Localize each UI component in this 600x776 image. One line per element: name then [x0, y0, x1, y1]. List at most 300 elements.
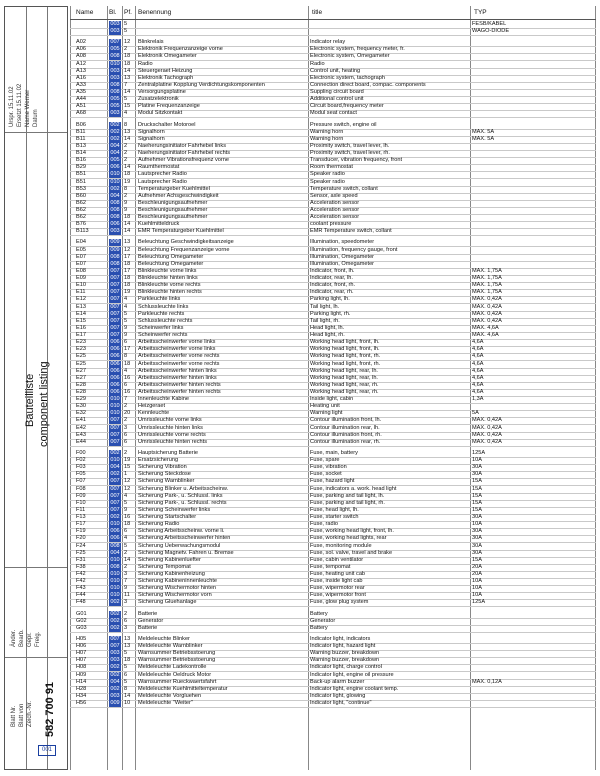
english-title: Generator — [310, 617, 336, 624]
sheet-ref: 010 — [110, 410, 120, 417]
header-typ: TYP — [474, 9, 487, 16]
path-ref: 7 — [124, 578, 128, 585]
english-title: Warning light — [310, 410, 343, 417]
component-id: F19 — [76, 528, 86, 535]
type-rating: 15A — [472, 556, 482, 563]
path-ref: 6 — [124, 438, 128, 445]
english-title: Indicator light, "continue" — [310, 700, 372, 707]
english-title: Electronic system, Omegameter — [310, 53, 390, 60]
english-title: Fuse, cabin ventilator — [310, 556, 364, 563]
sheet-ref: 007 — [110, 499, 120, 506]
sheet-ref: 010 — [110, 396, 120, 403]
sheet-ref: 002 — [110, 128, 120, 135]
path-ref: 5 — [124, 650, 128, 657]
german-name: Zusatzelektronik — [138, 96, 179, 103]
path-ref: 13 — [124, 635, 131, 642]
component-id: F24 — [76, 542, 86, 549]
german-name: Kennleuchte — [138, 410, 170, 417]
german-name: Sicherung Gluehanlage — [138, 599, 197, 606]
type-rating: MAX. 0,42A — [472, 438, 502, 445]
german-name: Temperaturgeber Kuehlmittel — [138, 185, 210, 192]
german-name: Sicherung Arbeitsscheinwerfer hinten — [138, 535, 231, 542]
german-name: Hauptsicherung Batterie — [138, 449, 199, 456]
type-rating: 125A — [472, 599, 486, 606]
english-title: Fuse, tempomat — [310, 563, 351, 570]
path-ref: 5 — [124, 317, 128, 324]
english-title: Indicator light, engine coolant temp. — [310, 685, 399, 692]
sheet-ref: 010 — [110, 60, 120, 67]
path-ref: 12 — [124, 246, 131, 253]
path-ref: 9 — [124, 324, 128, 331]
type-rating: 30A — [472, 528, 482, 535]
german-name: Raumthermostat — [138, 164, 180, 171]
path-ref: 4 — [124, 492, 128, 499]
german-name: Arbeitsscheinwerfer vorne rechts — [138, 360, 220, 367]
tb-text-blatt-nr: Blatt Nr. — [11, 705, 17, 727]
german-name: Meldeleuchte Ladekontrolle — [138, 664, 207, 671]
type-rating: 10A — [472, 585, 482, 592]
english-title: Acceleration sensor — [310, 207, 360, 213]
path-ref: 15 — [124, 464, 131, 471]
path-ref: 17 — [124, 346, 131, 353]
component-id: B53 — [76, 185, 86, 192]
german-name: Platine Frequenzanzeige — [138, 103, 200, 110]
english-title: Parking light, lh. — [310, 296, 350, 303]
sheet-ref: 006 — [110, 535, 120, 542]
path-ref: 4 — [124, 110, 128, 117]
sheet-ref: 008 — [110, 563, 120, 570]
path-ref: 2 — [124, 417, 128, 424]
table-row — [70, 28, 596, 36]
sheet-ref: 002 — [110, 671, 120, 678]
path-ref: 14 — [124, 135, 131, 142]
component-id: E44 — [76, 438, 86, 445]
german-name: Lautsprecher Radio — [138, 171, 187, 178]
title-block — [4, 6, 68, 770]
path-ref: 2 — [124, 403, 128, 410]
component-id: F20 — [76, 535, 86, 542]
component-id: H09 — [76, 671, 87, 678]
german-name: Umrissleuchte vorne rechts — [138, 431, 206, 438]
english-title: Fuse, starter switch — [310, 514, 359, 521]
tb-text-gepr: Gepr. — [27, 632, 33, 647]
german-name: Naeherungsinitiator Fahrhebel rechts — [138, 150, 231, 157]
sheet-ref: 005 — [110, 103, 120, 110]
sheet-ref: 009 — [110, 700, 120, 707]
component-id: B11 — [76, 135, 86, 142]
path-ref: 3 — [124, 624, 128, 631]
sheet-ref: 008 — [110, 542, 120, 549]
type-rating: 4,6A — [472, 346, 484, 353]
sheet-ref: 006 — [110, 389, 120, 395]
english-title: Acceleration sensor — [310, 199, 360, 206]
component-id: A02 — [76, 39, 86, 46]
english-title: EMR Temperature switch, collant — [310, 228, 392, 235]
german-name: Blinkrelais — [138, 39, 164, 46]
path-ref: 8 — [124, 121, 128, 128]
path-ref: 8 — [124, 685, 128, 692]
english-title: Fuse, spare — [310, 457, 340, 464]
path-ref: 14 — [124, 228, 131, 235]
sheet-ref: 007 — [110, 310, 120, 317]
component-id: E41 — [76, 417, 86, 424]
path-ref: 17 — [124, 267, 131, 274]
type-rating: 15A — [472, 506, 482, 513]
path-ref: 2 — [124, 610, 128, 617]
path-ref: 3 — [124, 424, 128, 431]
component-id: E13 — [76, 303, 86, 310]
sheet-ref: 007 — [110, 324, 120, 331]
tb-text-urspr: Urspr. 15.11.02 — [9, 86, 15, 127]
path-ref: 18 — [124, 521, 131, 528]
german-name: Arbeitsscheinwerfer hinten rechts — [138, 381, 221, 388]
german-name: Aufnehmer Vibrationsfrequenz vorne — [138, 157, 230, 164]
english-title: Working head light, front, rh. — [310, 353, 381, 360]
type-rating: 30A — [472, 471, 482, 478]
component-table — [70, 6, 596, 770]
sheet-ref: 008 — [110, 214, 120, 221]
table-row — [70, 228, 596, 236]
english-title: Pressure switch, engine oil — [310, 121, 377, 128]
english-title: Working head light, rear, lh. — [310, 367, 378, 374]
component-id: H56 — [76, 700, 87, 707]
english-title: Indicator light, engine oil pressure — [310, 671, 394, 678]
german-name: Umrissleuchte hinten links — [138, 424, 203, 431]
english-title: Indicator light, hazard light — [310, 643, 376, 650]
sheet-ref: 006 — [110, 353, 120, 360]
german-name: EMR Temperaturgeber Kuehlmittel — [138, 228, 224, 235]
component-id: E05 — [76, 246, 86, 253]
path-ref: 18 — [124, 53, 131, 60]
component-id: E42 — [76, 424, 86, 431]
path-ref: 14 — [124, 89, 131, 96]
german-name: Blinkleuchte hinten rechts — [138, 289, 202, 296]
title-block-divider — [5, 132, 67, 133]
component-id: F31 — [76, 556, 86, 563]
german-name: Blinkleuchte vorne links — [138, 267, 197, 274]
component-id: H28 — [76, 685, 87, 692]
english-title: Fuse, hazard light — [310, 478, 355, 485]
english-title: Radio — [310, 60, 325, 67]
tb-text-aender: Änder. — [11, 629, 17, 647]
sheet-ref: 010 — [110, 521, 120, 528]
sheet-ref: 010 — [110, 585, 120, 592]
component-id: E28 — [76, 389, 86, 395]
english-title: Working head light, front, lh. — [310, 346, 380, 353]
path-ref: 18 — [124, 260, 131, 267]
english-title: Battery — [310, 610, 328, 617]
english-title: Indicator, rear, rh. — [310, 289, 354, 296]
sheet-ref: 008 — [110, 253, 120, 260]
path-ref: 2 — [124, 46, 128, 53]
english-title: Fuse, working head light, front, lh. — [310, 528, 394, 535]
sheet-ref: 006 — [110, 360, 120, 367]
header-title: title — [312, 9, 323, 16]
sheet-ref: 007 — [110, 289, 120, 296]
german-name: Schlussleuchte rechts — [138, 317, 193, 324]
component-id: E12 — [76, 296, 86, 303]
german-name: Schlussleuchte links — [138, 303, 189, 310]
english-title: Contour illumination front, lh. — [310, 417, 382, 424]
path-ref: 18 — [124, 657, 131, 664]
sheet-number: 001 — [41, 747, 52, 753]
english-title: Speaker radio — [310, 171, 345, 178]
sheet-ref: 008 — [110, 207, 120, 213]
path-ref: 18 — [124, 282, 131, 289]
english-title: Indicator light, charge control — [310, 664, 382, 671]
english-title: Sensor, axle speed — [310, 192, 358, 199]
type-rating: 15A — [472, 478, 482, 485]
english-title: component listing — [38, 361, 50, 447]
path-ref: 2 — [124, 549, 128, 556]
path-ref: 13 — [124, 128, 131, 135]
sheet-ref: 007 — [110, 485, 120, 492]
path-ref: 18 — [124, 214, 131, 221]
component-id: E27 — [76, 367, 86, 374]
sheet-ref: 004 — [110, 192, 120, 199]
path-ref: 14 — [124, 692, 131, 699]
path-ref: 6 — [124, 381, 128, 388]
german-name: Blinkleuchte hinten links — [138, 275, 198, 282]
german-name: Ersatzsicherung — [138, 457, 179, 464]
german-name: Parkleuchte rechts — [138, 310, 185, 317]
german-name: Beschleunigungsaufnehmer — [138, 214, 208, 221]
german-name: Arbeitsscheinwerfer vorne links — [138, 339, 216, 346]
english-title: Head light, lh. — [310, 324, 345, 331]
component-id: F08 — [76, 485, 86, 492]
path-ref: 6 — [124, 528, 128, 535]
component-id: B113 — [76, 228, 89, 235]
german-name: Batterie — [138, 610, 158, 617]
path-ref: 13 — [124, 74, 131, 81]
tb-text-freig: Freig. — [35, 631, 41, 647]
component-id: B29 — [76, 164, 86, 171]
german-name: Umrissleuchte hinten rechts — [138, 438, 208, 445]
table-row — [70, 439, 596, 447]
component-id: F02 — [76, 457, 86, 464]
english-title: Indicator, front, lh. — [310, 267, 355, 274]
path-ref: 3 — [124, 571, 128, 577]
german-name: Heizgeraet — [138, 403, 166, 410]
german-name: Scheinwerfer links — [138, 324, 184, 331]
path-ref: 9 — [124, 585, 128, 592]
english-title: Electronic system, frequency meter, fr. — [310, 46, 405, 53]
english-title: Back-up alarm buzzer — [310, 678, 365, 685]
type-rating: 10A — [472, 521, 482, 528]
english-title: Connection direct board, compac. components — [310, 81, 426, 88]
type-rating: 10A — [472, 592, 482, 599]
component-id: E25 — [76, 360, 86, 367]
english-title: Fuse, head light, lh. — [310, 506, 359, 513]
component-id: E32 — [76, 410, 86, 417]
english-title: Modul seat contact — [310, 110, 357, 117]
english-title: Fuse, inside light cab — [310, 578, 363, 585]
component-id: B76 — [76, 221, 86, 228]
sheet-ref: 002 — [110, 135, 120, 142]
english-title: Fuse, working head lights, rear — [310, 535, 387, 542]
german-name: Sicherung Startschalter — [138, 514, 197, 521]
sheet-ref: 003 — [110, 650, 120, 657]
type-rating: 10A — [472, 457, 482, 464]
sheet-ref: 006 — [110, 528, 120, 535]
english-title: Warning horn — [310, 128, 344, 135]
title-block-divider — [5, 657, 67, 658]
english-title: Fuse, monitoring module — [310, 542, 372, 549]
german-name: Signalhorn — [138, 128, 165, 135]
sheet-ref: 006 — [110, 374, 120, 381]
sheet-ref: 008 — [110, 53, 120, 60]
component-id: H07 — [76, 657, 87, 664]
path-ref: 5 — [124, 28, 128, 35]
english-title: Fuse, glow plug system — [310, 599, 369, 606]
english-title: Temperature switch, collant — [310, 185, 378, 192]
sheet-ref: 002 — [110, 610, 120, 617]
type-rating: 20A — [472, 563, 482, 570]
sheet-ref: 005 — [110, 96, 120, 103]
component-id: A35 — [76, 89, 86, 96]
english-title: Tail light, rh. — [310, 317, 340, 324]
type-rating: MAX. 0,42A — [472, 296, 502, 303]
english-title: Fuse, radio — [310, 521, 338, 528]
component-id: E43 — [76, 431, 86, 438]
english-title: Working head light, front, rh. — [310, 360, 381, 367]
german-name: Umrissleuchte vorne links — [138, 417, 202, 424]
german-name: Sicherung Wischermotor hinten — [138, 585, 217, 592]
component-id: F05 — [76, 471, 86, 478]
german-name: Sicherung Wischermotor vorn — [138, 592, 212, 599]
sheet-ref: 006 — [110, 367, 120, 374]
english-title: Contour illumination front, rh. — [310, 431, 382, 438]
sheet-ref: 006 — [110, 221, 120, 228]
path-ref: 2 — [124, 449, 128, 456]
component-id: E09 — [76, 275, 86, 282]
path-ref: 19 — [124, 289, 131, 296]
german-name: Batterie — [138, 624, 158, 631]
sheet-ref: 004 — [110, 678, 120, 685]
sheet-ref: 007 — [110, 317, 120, 324]
type-rating: MAX. 0,42A — [472, 310, 502, 317]
english-title: Illumination, Omegameter — [310, 253, 375, 260]
sheet-ref: 007 — [110, 424, 120, 431]
header-bl: Bl. — [109, 9, 117, 16]
english-title: Fuse, wipermotor rear — [310, 585, 365, 592]
german-name: Meldeleuchte "Weiter" — [138, 700, 193, 707]
english-title: Indicator, front, rh. — [310, 282, 356, 289]
sheet-ref: 002 — [110, 471, 120, 478]
sheet-ref: 003 — [110, 74, 120, 81]
german-name: Signalhorn — [138, 135, 165, 142]
sheet-ref: 007 — [110, 492, 120, 499]
sheet-ref: 002 — [110, 449, 120, 456]
english-title: Warning buzzer, breakdown — [310, 650, 380, 657]
path-ref: 6 — [124, 339, 128, 346]
type-rating: 15A — [472, 485, 482, 492]
type-rating: MAX. 0,42A — [472, 417, 502, 424]
sheet-ref: 003 — [110, 67, 120, 74]
sheet-ref: 002 — [110, 121, 120, 128]
sheet-ref: 010 — [110, 457, 120, 464]
type-rating: 5A — [472, 410, 479, 417]
type-rating: MAX. 0,42A — [472, 431, 502, 438]
type-rating: 30A — [472, 464, 482, 471]
header-benennung: Benennung — [138, 9, 172, 16]
sheet-ref: 007 — [110, 332, 120, 339]
path-ref: 9 — [124, 506, 128, 513]
table-row — [70, 599, 596, 607]
component-id: B11 — [76, 128, 86, 135]
component-id: E23 — [76, 339, 86, 346]
english-title: Working head light, rear, rh. — [310, 381, 379, 388]
component-id: F43 — [76, 585, 86, 592]
german-name: Kuehlmitteldruck — [138, 221, 180, 228]
english-title: Illumination, Omegameter — [310, 260, 375, 267]
path-ref: 6 — [124, 671, 128, 678]
type-rating: 15A — [472, 492, 482, 499]
german-name: Sicherung Kabineninnenleuchte — [138, 578, 217, 585]
path-ref: 9 — [124, 199, 128, 206]
component-id: E16 — [76, 324, 86, 331]
type-rating: MAX. 1,75A — [472, 289, 502, 296]
component-id: F03 — [76, 464, 86, 471]
english-title: Heating unit — [310, 403, 340, 410]
path-ref: 11 — [124, 592, 130, 599]
component-id: F38 — [76, 563, 86, 570]
component-id: F09 — [76, 492, 86, 499]
path-ref: 10 — [124, 700, 131, 707]
sheet-ref: 010 — [110, 171, 120, 178]
english-title: Working head light, front, lh. — [310, 339, 380, 346]
english-title: Contour illumination rear, lh. — [310, 424, 380, 431]
english-title: Proximity switch, travel lever, rh. — [310, 150, 390, 157]
path-ref: 5 — [124, 678, 128, 685]
path-ref: 12 — [124, 478, 131, 485]
german-name: Sicherung Scheinwerfer links — [138, 506, 211, 513]
english-title: Contour illumination rear, rh. — [310, 438, 381, 445]
component-id: F44 — [76, 592, 86, 599]
sheet-ref: 006 — [110, 381, 120, 388]
component-id: A12 — [76, 60, 86, 67]
english-title: Room thermostat — [310, 164, 353, 171]
type-rating: MAX. 0,42A — [472, 303, 502, 310]
path-ref: 2 — [124, 150, 128, 157]
english-title: Fuse, vibration — [310, 464, 347, 471]
path-ref: 2 — [124, 192, 128, 199]
german-name: Meldeleuchte Oeldruck Motor — [138, 671, 212, 678]
sheet-ref: 007 — [110, 635, 120, 642]
sheet-ref: 006 — [110, 164, 120, 171]
component-id: H34 — [76, 692, 87, 699]
english-title: Control unit, heating — [310, 67, 361, 74]
german-name: Beleuchtung Frequenzanzeige vorne — [138, 246, 230, 253]
german-name: Sicherung Arbeitsscheinw. vorne li. — [138, 528, 225, 535]
component-id: F48 — [76, 599, 86, 606]
type-rating: MAX. 4,6A — [472, 324, 499, 331]
english-title: Fuse, heating unit cab — [310, 571, 366, 577]
german-name: Naeherungsinitiator Fahrhebel links — [138, 142, 226, 149]
component-id: G01 — [76, 610, 87, 617]
path-ref: 7 — [124, 81, 128, 88]
sheet-ref: 002 — [110, 514, 120, 521]
sheet-ref: 007 — [110, 438, 120, 445]
tb-text-ersetzt: Ersetzt 15.11.02 — [17, 83, 23, 127]
path-ref: 17 — [124, 253, 131, 260]
english-title: Fuse, sol. valve, travel and brake — [310, 549, 393, 556]
german-name: Parkleuchte links — [138, 296, 181, 303]
type-rating: MAX. 5A — [472, 135, 495, 142]
english-title: Transducer, vibration frequency, front — [310, 157, 403, 164]
path-ref: 6 — [124, 617, 128, 624]
component-id: E17 — [76, 332, 86, 339]
